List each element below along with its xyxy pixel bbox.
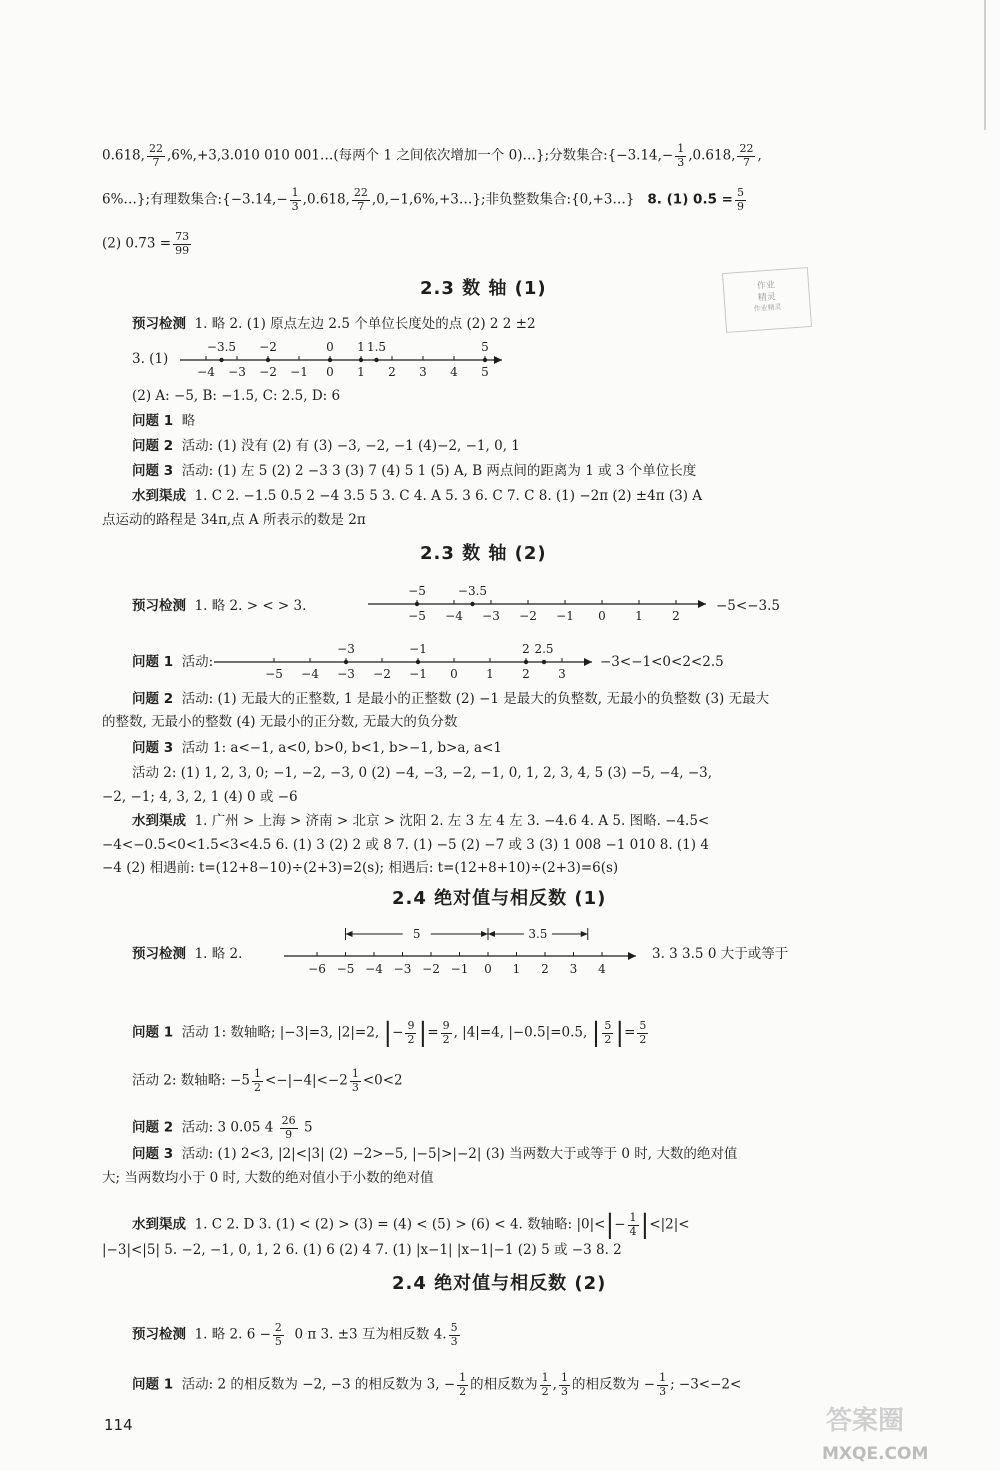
watermark-logo: 答案圈 <box>826 1406 905 1436</box>
point-marker <box>374 358 378 362</box>
s231-w3: 问题 3 活动: (1) 左 5 (2) 2 −3 3 (3) 7 (4) 5 1 (5) A, B 两点间的距离为 1 或 3 个单位长度 <box>132 463 697 479</box>
tick-label: 1 <box>486 667 494 681</box>
page-spine-shadow <box>984 0 986 130</box>
tick-label: −3 <box>228 365 246 379</box>
s231-q3b: (2) A: −5, B: −1.5, C: 2.5, D: 6 <box>132 388 341 404</box>
s242-yuxi: 预习检测 1. 略 2. 6 − $\frac{2}{5}$ 0 π 3. ±3 互为相反数 4. $\frac{5}{3}$ <box>132 1321 458 1348</box>
s232-w1: 问题 1 活动: <box>132 654 214 670</box>
tick-label: 5 <box>481 365 489 379</box>
point-marker <box>219 358 223 362</box>
publisher-stamp: 作业 精灵 作业精灵 <box>722 267 812 333</box>
tick-label: −3 <box>393 962 412 976</box>
tick-label: 3 <box>558 667 566 681</box>
distance-arrowhead <box>481 931 488 937</box>
s241-yuxi: 预习检测 1. 略 2. <box>132 946 243 962</box>
s231-q3-label: 3. (1) <box>132 351 169 367</box>
tick-label: 2 <box>522 667 530 681</box>
s231-w1: 问题 1 略 <box>132 413 196 429</box>
distance-label: 3.5 <box>528 927 548 941</box>
s231-shuidao: 水到渠成 1. C 2. −1.5 0.5 2 −4 3.5 5 3. C 4. A 5. 3 6. C 7. C 8. (1) −2π (2) ±4π (3) A <box>132 488 703 504</box>
s241-yuxi-tail: 3. 3 3.5 0 大于或等于 <box>652 946 789 962</box>
tick-label: −5 <box>265 667 283 681</box>
tick-label: 2 <box>541 962 549 976</box>
page-number: 114 <box>104 1416 133 1434</box>
axis-arrow <box>494 356 502 364</box>
axis-arrow <box>698 600 706 608</box>
s232-axis1-result: −5<−3.5 <box>716 598 780 614</box>
tick-label: 3 <box>569 962 578 976</box>
tick-label: 2 <box>388 365 396 379</box>
s231-w2: 问题 2 活动: (1) 没有 (2) 有 (3) −3, −2, −1 (4)−2, −1, 0, 1 <box>132 438 520 454</box>
s241-w1: 问题 1 活动 1: 数轴略; |−3|=3, |2|=2, |− $\frac{9}{2}$ |= $\frac{9}{2}$ , |4|=4, |−0.5|=0.5, | $\frac{5}{2}$ |= $\frac{5}{2}$ <box>132 1018 647 1049</box>
tick-label: −5 <box>408 609 426 623</box>
s241-hd2: 活动 2: 数轴略: −5 $\frac{1}{2}$ <−|−4|<−2 $\frac{1}{3}$ <0<2 <box>132 1067 403 1094</box>
tick-label: −1 <box>450 962 469 976</box>
distance-arrowhead <box>581 931 588 937</box>
tick-label: 0 <box>326 365 334 379</box>
top-line-3: (2) 0.7̇3̇ = $\frac{73}{99}$ <box>102 230 190 257</box>
tick-label: 0 <box>598 609 606 623</box>
section-title-2-3-2: 2.3 数 轴 (2) <box>420 543 547 564</box>
tick-label: 0 <box>484 962 492 976</box>
point-marker <box>524 660 528 664</box>
s232-w3: 问题 3 活动 1: a<−1, a<0, b>0, b<1, b>−1, b>a, a<1 <box>132 740 503 756</box>
number-line-2-3-2-b <box>214 636 594 688</box>
point-label: 2 <box>522 642 530 656</box>
s232-yuxi: 预习检测 1. 略 2. > < > 3. <box>132 598 307 614</box>
point-label: −3.5 <box>206 340 237 354</box>
point-marker <box>470 602 474 606</box>
distance-arrowhead <box>346 931 353 937</box>
s241-shuidao-2: |−3|<|5| 5. −2, −1, 0, 1, 2 6. (1) 6 (2) 4 7. (1) |x−1| |x−1|−1 (2) 5 或 −3 8. 2 <box>102 1242 622 1258</box>
section-title-2-4-1: 2.4 绝对值与相反数 (1) <box>392 888 607 909</box>
point-label: −2 <box>259 340 277 354</box>
point-marker <box>344 660 348 664</box>
tick-label: 2 <box>672 609 680 623</box>
point-marker <box>266 358 270 362</box>
tick-label: 1 <box>512 962 521 976</box>
tick-label: 1 <box>357 365 365 379</box>
s232-w2: 问题 2 活动: (1) 无最大的正整数, 1 是最小的正整数 (2) −1 是最大的负整数, 无最小的负整数 (3) 无最大 <box>132 691 770 707</box>
s232-shuidao-2: −4<−0.5<0<1.5<3<4.5 6. (1) 3 (2) 2 或 8 7. (1) −5 (2) −7 或 3 (3) 1 008 −1 010 8. (1) 4 <box>102 837 709 853</box>
tick-label: −2 <box>373 667 391 681</box>
s242-w1: 问题 1 活动: 2 的相反数为 −2, −3 的相反数为 3, − $\frac{1}{2}$ 的相反数为 $\frac{1}{2}$ , $\frac{1}{3}$ 的相反数为 − $\frac{1}{3}$ ; −3<−2< <box>132 1371 742 1398</box>
tick-label: 1 <box>635 609 643 623</box>
tick-label: −6 <box>308 962 326 976</box>
tick-label: −4 <box>365 962 383 976</box>
s232-shuidao: 水到渠成 1. 广州 > 上海 > 济南 > 北京 > 沈阳 2. 左 3 左 4 左 3. −4.6 4. A 5. 图略. −4.5< <box>132 813 710 829</box>
number-line-2-3-1 <box>180 334 510 384</box>
s241-w3-b: 大; 当两数均小于 0 时, 大数的绝对值小于小数的绝对值 <box>102 1170 434 1186</box>
tick-label: −5 <box>336 962 355 976</box>
s232-axis2-result: −3<−1<0<2<2.5 <box>600 654 724 670</box>
point-marker <box>415 602 419 606</box>
point-marker <box>359 358 363 362</box>
tick-label: −4 <box>197 365 215 379</box>
point-label: 1 <box>357 340 365 354</box>
number-line-2-3-2-a <box>368 578 708 630</box>
point-label: 0 <box>326 340 334 354</box>
point-label: 1.5 <box>366 340 387 354</box>
axis-arrow <box>628 952 636 960</box>
s232-shuidao-3: −4 (2) 相遇前: t=(12+8−10)÷(2+3)=2(s); 相遇后: t=(12+8+10)÷(2+3)=6(s) <box>102 860 619 876</box>
top-line-1: 0.618, $\frac{22}{7}$ ,6%,+3,3.010 010 001…(每两个 1 之间依次增加一个 0)…};分数集合:{−3.14,− $\frac{1}{3}$ ,0.618, $\frac{22}{7}$ , <box>102 142 762 169</box>
tick-label: −1 <box>290 365 308 379</box>
tick-label: −3 <box>482 609 500 623</box>
tick-label: −1 <box>556 609 574 623</box>
tick-label: 0 <box>450 667 458 681</box>
point-marker <box>483 358 487 362</box>
s241-w3-a: 问题 3 活动: (1) 2<3, |2|<|3| (2) −2>−5, |−5|>|−2| (3) 当两数大于或等于 0 时, 大数的绝对值 <box>132 1146 738 1162</box>
top-line-2: 6%…};有理数集合:{−3.14,− $\frac{1}{3}$ ,0.618, $\frac{22}{7}$ ,0,−1,6%,+3…};非负整数集合:{0,+3…} 8. (1) 0.5̇ = $\frac{5}{9}$ <box>102 186 744 213</box>
point-label: −3 <box>337 642 355 656</box>
axis-arrow <box>584 658 592 666</box>
s232-w2-b: 的整数, 无最小的整数 (4) 无最小的正分数, 无最大的负分数 <box>102 714 458 730</box>
point-marker <box>416 660 420 664</box>
distance-arrowhead <box>488 931 495 937</box>
s241-shuidao: 水到渠成 1. C 2. D 3. (1) < (2) > (3) = (4) < (5) > (6) < 4. 数轴略: |0|<|− $\frac{1}{4}$ |<|2|< <box>132 1210 690 1241</box>
distance-label: 5 <box>412 927 421 941</box>
point-marker <box>542 660 546 664</box>
point-label: 2.5 <box>534 642 554 656</box>
s231-yuxi: 预习检测 1. 略 2. (1) 原点左边 2.5 个单位长度处的点 (2) 2 2 ±2 <box>132 316 536 332</box>
tick-label: −2 <box>422 962 440 976</box>
tick-label: −3 <box>337 667 355 681</box>
tick-label: 3 <box>419 365 427 379</box>
tick-label: −4 <box>301 667 319 681</box>
tick-label: −1 <box>409 667 427 681</box>
tick-label: −2 <box>519 609 537 623</box>
tick-label: −4 <box>445 609 463 623</box>
s232-hd2-a: 活动 2: (1) 1, 2, 3, 0; −1, −2, −3, 0 (2) −4, −3, −2, −1, 0, 1, 2, 3, 4, 5 (3) −5, −4, −3, <box>132 765 713 781</box>
section-title-2-3-1: 2.3 数 轴 (1) <box>420 278 547 299</box>
point-label: 5 <box>481 340 489 354</box>
s241-w2: 问题 2 活动: 3 0.05 4 $\frac{26}{9}$ 5 <box>132 1114 313 1141</box>
s232-hd2-b: −2, −1; 4, 3, 2, 1 (4) 0 或 −6 <box>102 789 298 805</box>
point-label: −3.5 <box>457 584 488 598</box>
s231-shuidao-2: 点运动的路程是 34π,点 A 所表示的数是 2π <box>102 512 366 528</box>
watermark-url: MXQE.COM <box>822 1444 929 1464</box>
tick-label: −2 <box>259 365 277 379</box>
point-label: −1 <box>409 642 427 656</box>
point-marker <box>328 358 332 362</box>
point-label: −5 <box>408 584 426 598</box>
tick-label: 4 <box>598 962 606 976</box>
section-title-2-4-2: 2.4 绝对值与相反数 (2) <box>392 1273 607 1294</box>
number-line-2-4-1 <box>284 924 640 984</box>
tick-label: 4 <box>450 365 458 379</box>
